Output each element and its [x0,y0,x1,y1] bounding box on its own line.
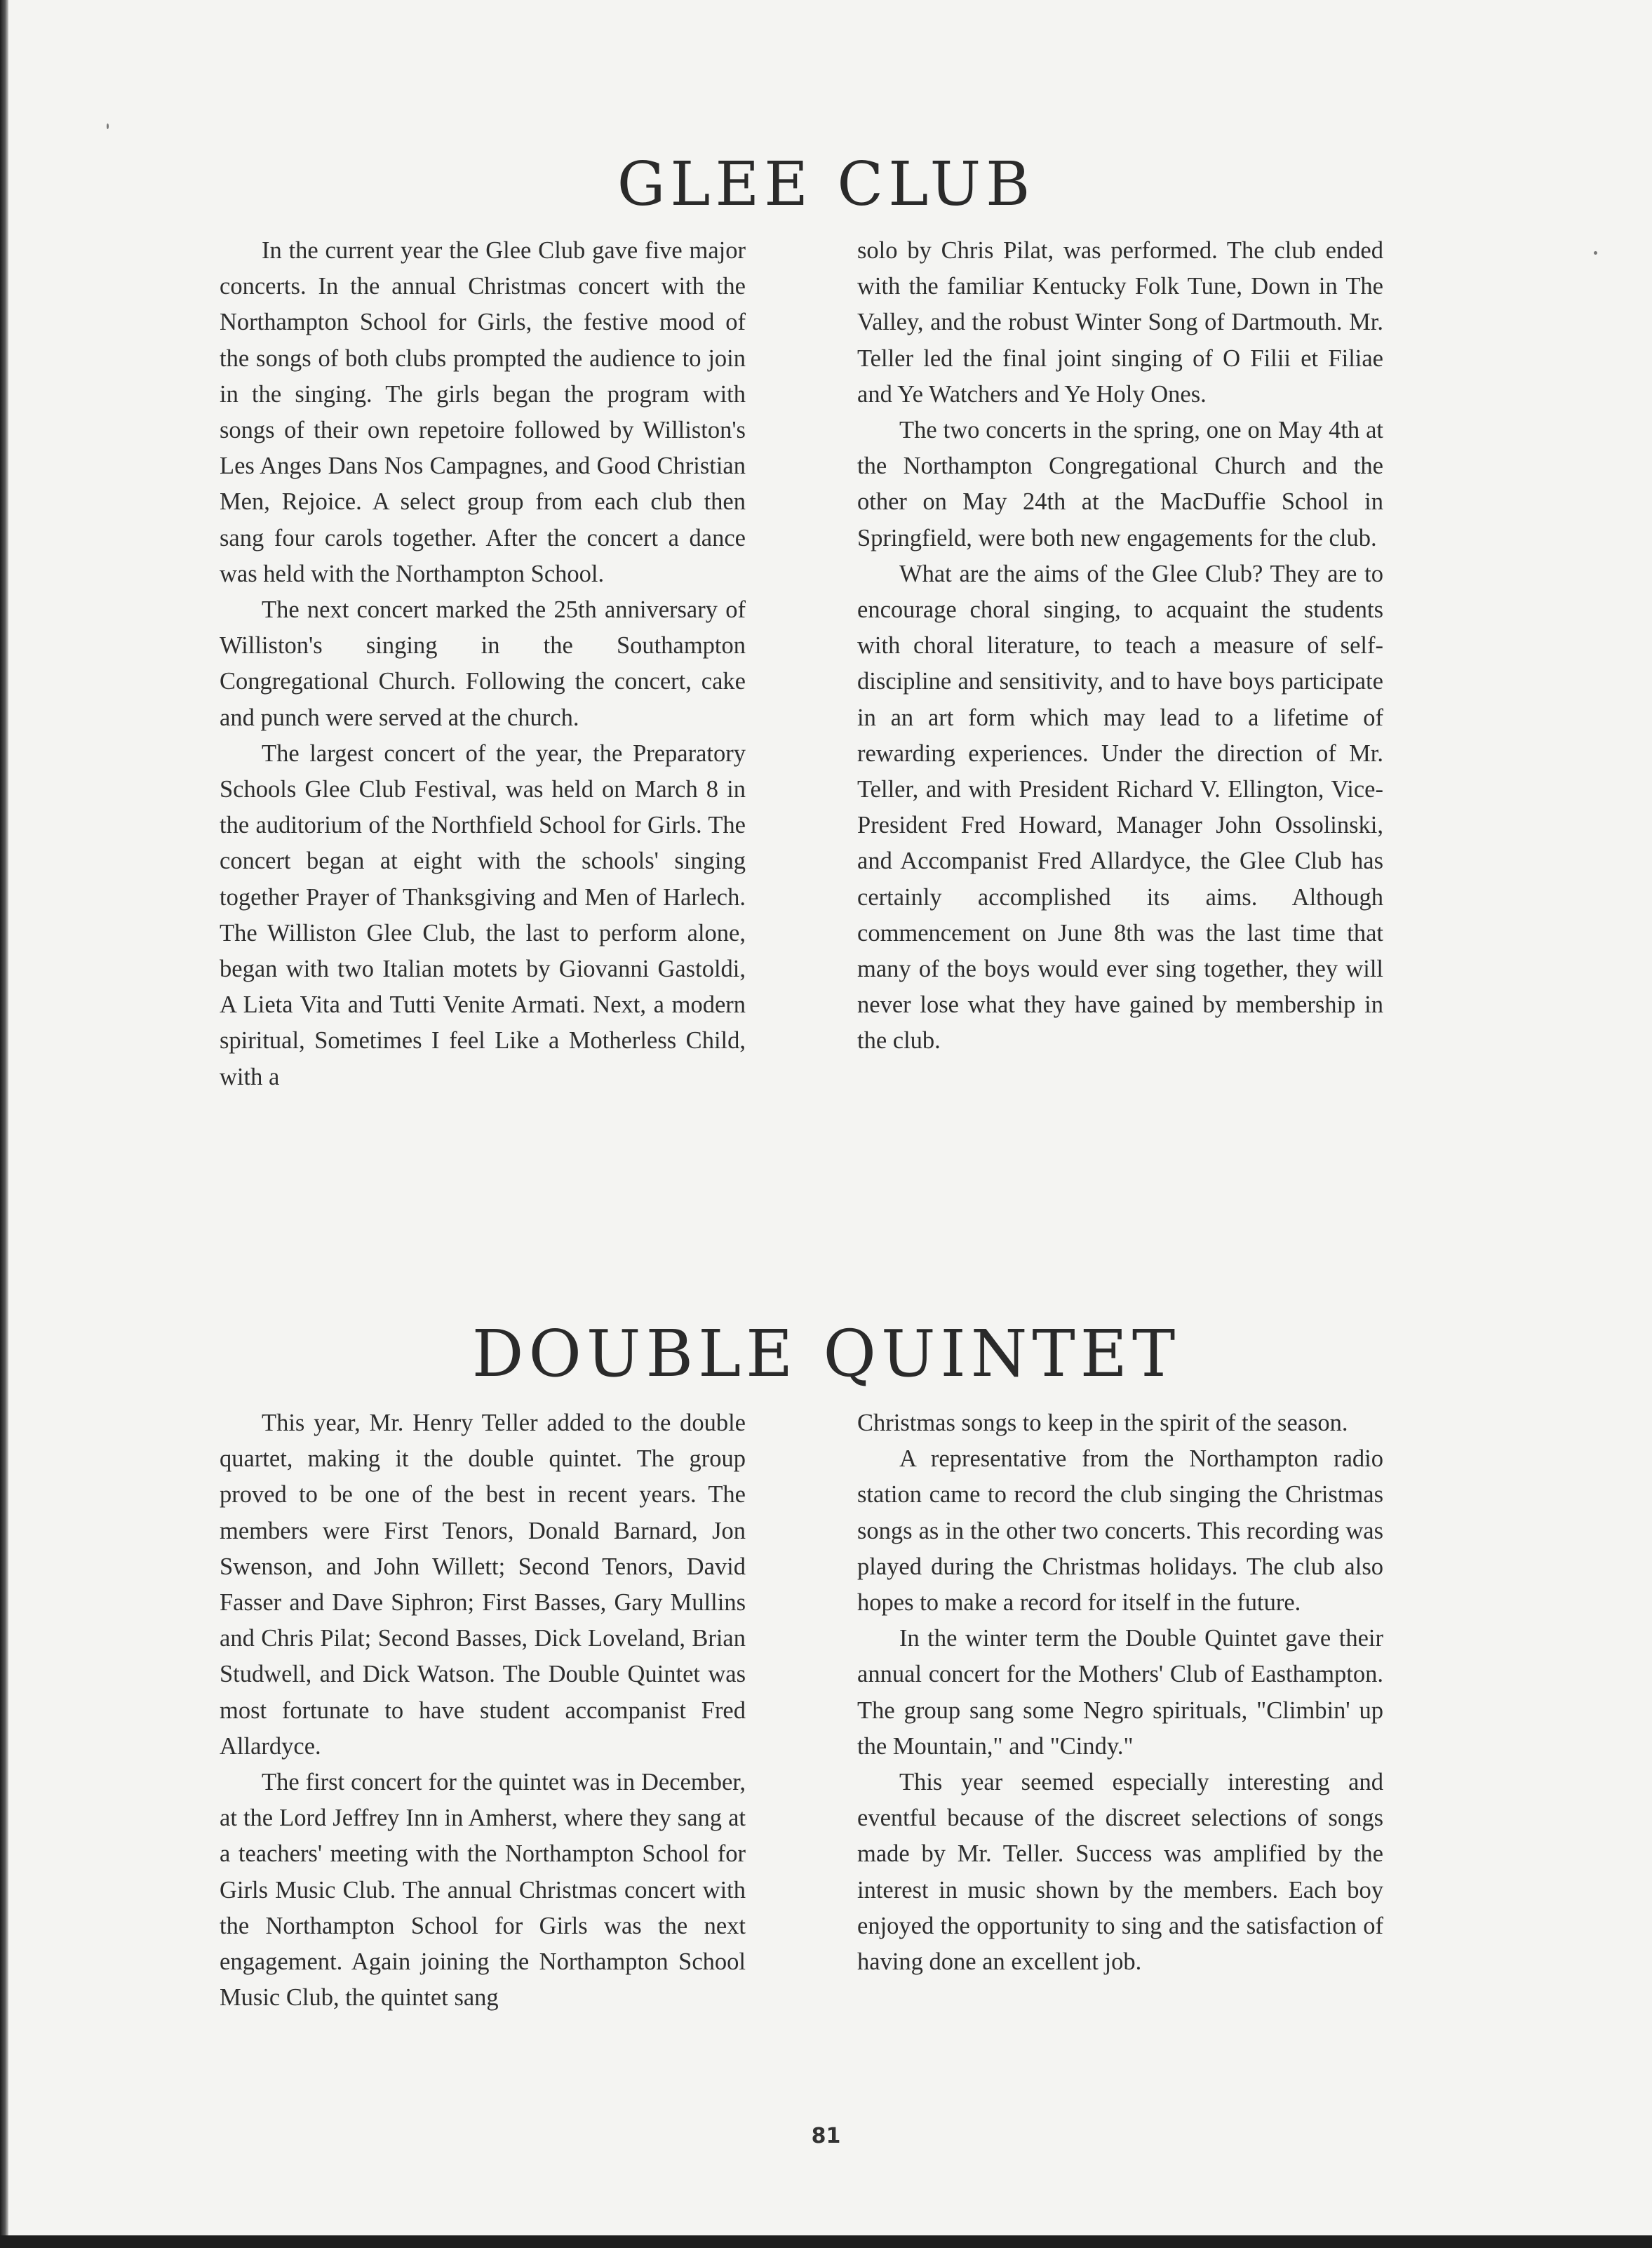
scan-bottom-edge [0,2235,1652,2248]
glee-club-title: GLEE CLUB [617,149,1035,220]
quintet-paragraph: This year, Mr. Henry Teller added to the double quartet, making it the double quintet. The group proved to be one of the best in recent years. The members were First Tenors, Donald Barnard, Jon Swenson, and John Willett; Second Tenors, David Fasser and Dave Siphron; First Basses, Gary Mullins and Chris Pilat; Second Basses, Dick Loveland, Brian Studwell, and Dick Watson. The Double Quintet was most fortunate to have student accompanist Fred Allardyce. [220,1410,746,1760]
glee-club-right-column [857,233,1383,1059]
scan-speck [107,123,109,129]
double-quintet-left-column [220,1405,746,2016]
quintet-paragraph: In the winter term the Double Quintet gave their annual concert for the Mothers' Club of Easthampton. The group sang some Negro spirituals, "Climbin' up the Mountain," and "Cindy." [857,1625,1383,1760]
glee-paragraph: In the current year the Glee Club gave five major concerts. In the annual Christmas concert with the Northampton School for Girls, the festive mood of the songs of both clubs prompted the audience to join in the singing. The girls began the program with songs of their own repetoire followed by Williston's Les Anges Dans Nos Campagnes, and Good Christian Men, Rejoice. A select group from each club then sang four carols together. After the concert a dance was held with the Northampton School. [220,237,746,587]
glee-paragraph: The largest concert of the year, the Preparatory Schools Glee Club Festival, was held on March 8 in the auditorium of the Northfield School for Girls. The concert began at eight with the schools' singing together Prayer of Thanksgiving and Men of Harlech. The Williston Glee Club, the last to perform alone, began with two Italian motets by Giovanni Gastoldi, A Lieta Vita and Tutti Venite Armati. Next, a modern spiritual, Sometimes I feel Like a Motherless Child, with a [220,740,746,1090]
glee-paragraph: What are the aims of the Glee Club? They are to encourage choral singing, to acquaint the students with choral literature, to teach a measure of self-discipline and sensitivity, and to have boys participate in an art form which may lead to a lifetime of rewarding experiences. Under the direction of Mr. Teller, and with President Richard V. Ellington, Vice-President Fred Howard, Manager John Ossolinski, and Accompanist Fred Allardyce, the Glee Club has certainly accomplished its aims. Although commencement on June 8th was the last time that many of the boys would ever sing together, they will never lose what they have gained by membership in the club. [857,560,1383,1055]
double-quintet-title: DOUBLE QUINTET [471,1316,1181,1391]
binding-edge [0,0,8,2248]
glee-paragraph: solo by Chris Pilat, was performed. The club ended with the familiar Kentucky Folk Tune, Down in The Valley, and the robust Winter Song of Dartmouth. Mr. Teller led the final joint singing of O Filii et Filiae and Ye Watchers and Ye Holy Ones. [857,237,1383,408]
double-quintet-right-column [857,1405,1383,1980]
quintet-paragraph: Christmas songs to keep in the spirit of the season. [857,1410,1348,1436]
scan-speck [1594,251,1597,255]
glee-paragraph: The two concerts in the spring, one on May 4th at the Northampton Congregational Church and the other on May 24th at the MacDuffie School in Springfield, were both new engagements for the club. [857,417,1383,551]
glee-paragraph: The next concert marked the 25th anniversary of Williston's singing in the Southampton Congregational Church. Following the concert, cake and punch were served at the church. [220,596,746,731]
quintet-paragraph: The first concert for the quintet was in December, at the Lord Jeffrey Inn in Amherst, where they sang at a teachers' meeting with the Northampton School for Girls Music Club. The annual Christmas concert with the Northampton School for Girls was the next engagement. Again joining the Northampton School Music Club, the quintet sang [220,1769,746,2012]
page-number: 81 [811,2124,841,2148]
quintet-paragraph: This year seemed especially interesting and eventful because of the discreet selections of songs made by Mr. Teller. Success was amplified by the interest in music shown by the members. Each boy enjoyed the opportunity to sing and the satisfaction of having done an excellent job. [857,1769,1383,1976]
quintet-paragraph: A representative from the Northampton radio station came to record the club singing the Christmas songs as in the other two concerts. This recording was played during the Christmas holidays. The club also hopes to make a record for itself in the future. [857,1445,1383,1617]
glee-club-left-column [220,233,746,1095]
